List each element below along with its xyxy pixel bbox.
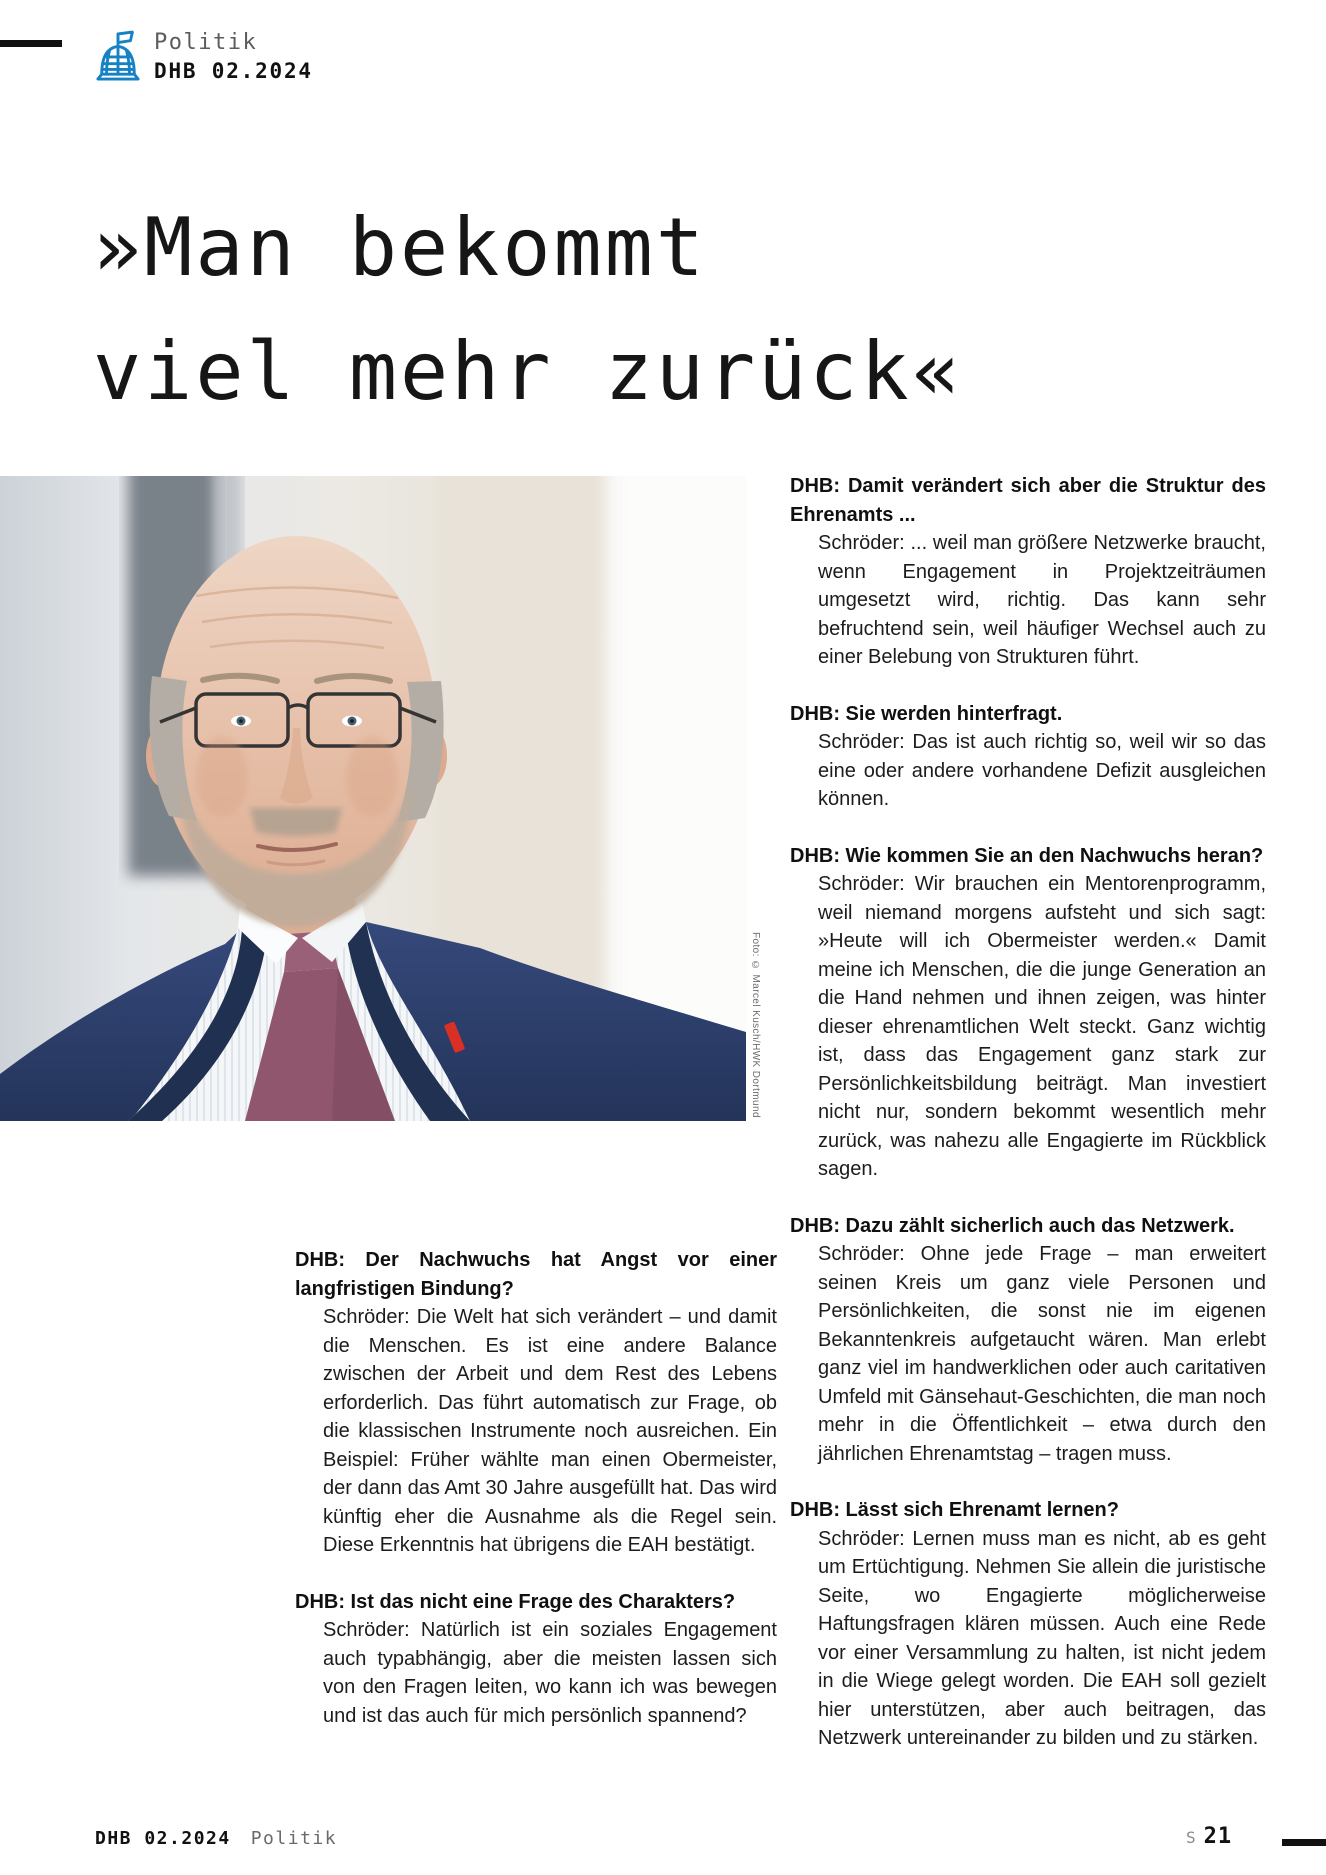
photo-credit: Foto: © Marcel Kusch/HWK Dortmund <box>750 932 761 1118</box>
header-section-label: Politik <box>154 30 258 55</box>
footer <box>95 1828 337 1849</box>
article-left-column <box>295 1246 777 1730</box>
qa-block <box>295 1246 777 1560</box>
interview-question: DHB: Dazu zählt sicherlich auch das Netzwerk. <box>790 1214 1235 1237</box>
footer-issue: DHB 02.2024 <box>95 1828 231 1849</box>
interview-answer: Schröder: Ohne jede Frage – man erweitert seinen Kreis um ganz viele Personen und Persönlichkeiten, die sonst nie im eigenen Bekanntenkreis aufgetaucht wären. Man erlebt ganz viel im handwerklichen oder auch caritativen Umfeld mit Gänsehaut-Geschichten, die man noch mehr in die Öffentlichkeit – etwa durch den jährlichen Ehrenamtstag – tragen muss. <box>818 1243 1266 1465</box>
interview-question: DHB: Sie werden hinterfragt. <box>790 702 1063 725</box>
headline <box>93 186 963 434</box>
headline-line-2: viel mehr zurück« <box>93 325 963 418</box>
dome-flag-icon <box>95 30 141 82</box>
article-right-column <box>790 472 1266 1753</box>
bottom-right-rule <box>1282 1839 1326 1846</box>
brand <box>95 30 313 84</box>
interview-answer: Schröder: Wir brauchen ein Mentorenprogramm, weil niemand morgens aufsteht und sich sagt: »Heute will ich Obermeister werden.« Damit meine ich Menschen, die die junge Generation an die Hand nehmen und ihnen zeigen, was hinter dieser ehrenamtlichen Welt steckt. Ganz wichtig ist, dass das Engagement ganz stark zur Persönlichkeitsbildung beiträgt. Man investiert nicht nur, sondern bekommt wesentlich mehr zurück, was nahezu alle Engagierte im Rückblick sagen. <box>818 873 1266 1180</box>
footer-page <box>1186 1824 1232 1849</box>
qa-block <box>295 1588 777 1731</box>
qa-block <box>790 1212 1266 1469</box>
header-issue-label: DHB 02.2024 <box>154 59 313 83</box>
interview-question: DHB: Lässt sich Ehrenamt lernen? <box>790 1499 1119 1521</box>
page-number: 21 <box>1203 1824 1233 1849</box>
interview-answer: Schröder: ... weil man größere Netzwerke braucht, wenn Engagement in Projektzeiträumen umgesetzt wird, richtig. Das kann sehr befruchtend sein, weil häufiger Wechsel auch zu einer Belebung von Strukturen führt. <box>818 532 1266 668</box>
portrait-photo <box>0 476 746 1121</box>
interview-answer: Schröder: Die Welt hat sich verändert – und damit die Menschen. Es ist eine andere Balance zwischen der Arbeit und dem Rest des Lebens erforderlich. Das führt automatisch zur Frage, ob die klassischen Instrumente noch ausreichen. Ein Beispiel: Früher wählte man einen Obermeister, der dann das Amt 30 Jahre ausgefüllt hat. Das wird künftig eher die Ausnahme als die Regel sein. Diese Erkenntnis hat übrigens die EAH bestätigt. <box>323 1306 777 1556</box>
interview-question: DHB: Damit verändert sich aber die Struktur des Ehrenamts ... <box>790 475 1266 526</box>
footer-section: Politik <box>250 1828 338 1849</box>
qa-block <box>790 842 1266 1184</box>
interview-answer: Schröder: Natürlich ist ein soziales Engagement auch typabhängig, aber die meisten lassen sich von den Fragen leiten, wo kann ich was bewegen und ist das auch für mich persönlich spannend? <box>323 1619 777 1727</box>
qa-block <box>790 1496 1266 1753</box>
interview-question: DHB: Ist das nicht eine Frage des Charakters? <box>295 1590 736 1613</box>
interview-question: DHB: Der Nachwuchs hat Angst vor einer langfristigen Bindung? <box>295 1249 777 1300</box>
top-left-rule <box>0 40 62 47</box>
page-number-prefix: S <box>1186 1828 1197 1847</box>
interview-question: DHB: Wie kommen Sie an den Nachwuchs heran? <box>790 844 1264 867</box>
interview-answer: Schröder: Lernen muss man es nicht, ab es geht um Ertüchtigung. Nehmen Sie allein die juristische Seite, wo Engagierte möglicherweise Haftungsfragen klären müssen. Auch eine Rede vor einer Versammlung zu halten, ist nicht jedem in die Wiege gelegt worden. Die EAH soll gezielt hier unterstützen, aber auch beitragen, das Netzwerk untereinander zu bilden und zu stärken. <box>818 1527 1266 1749</box>
headline-line-1: »Man bekommt <box>93 201 707 294</box>
qa-block <box>790 472 1266 672</box>
qa-block <box>790 700 1266 814</box>
interview-answer: Schröder: Das ist auch richtig so, weil wir so das eine oder andere vorhandene Defizit ausgleichen können. <box>818 731 1266 810</box>
